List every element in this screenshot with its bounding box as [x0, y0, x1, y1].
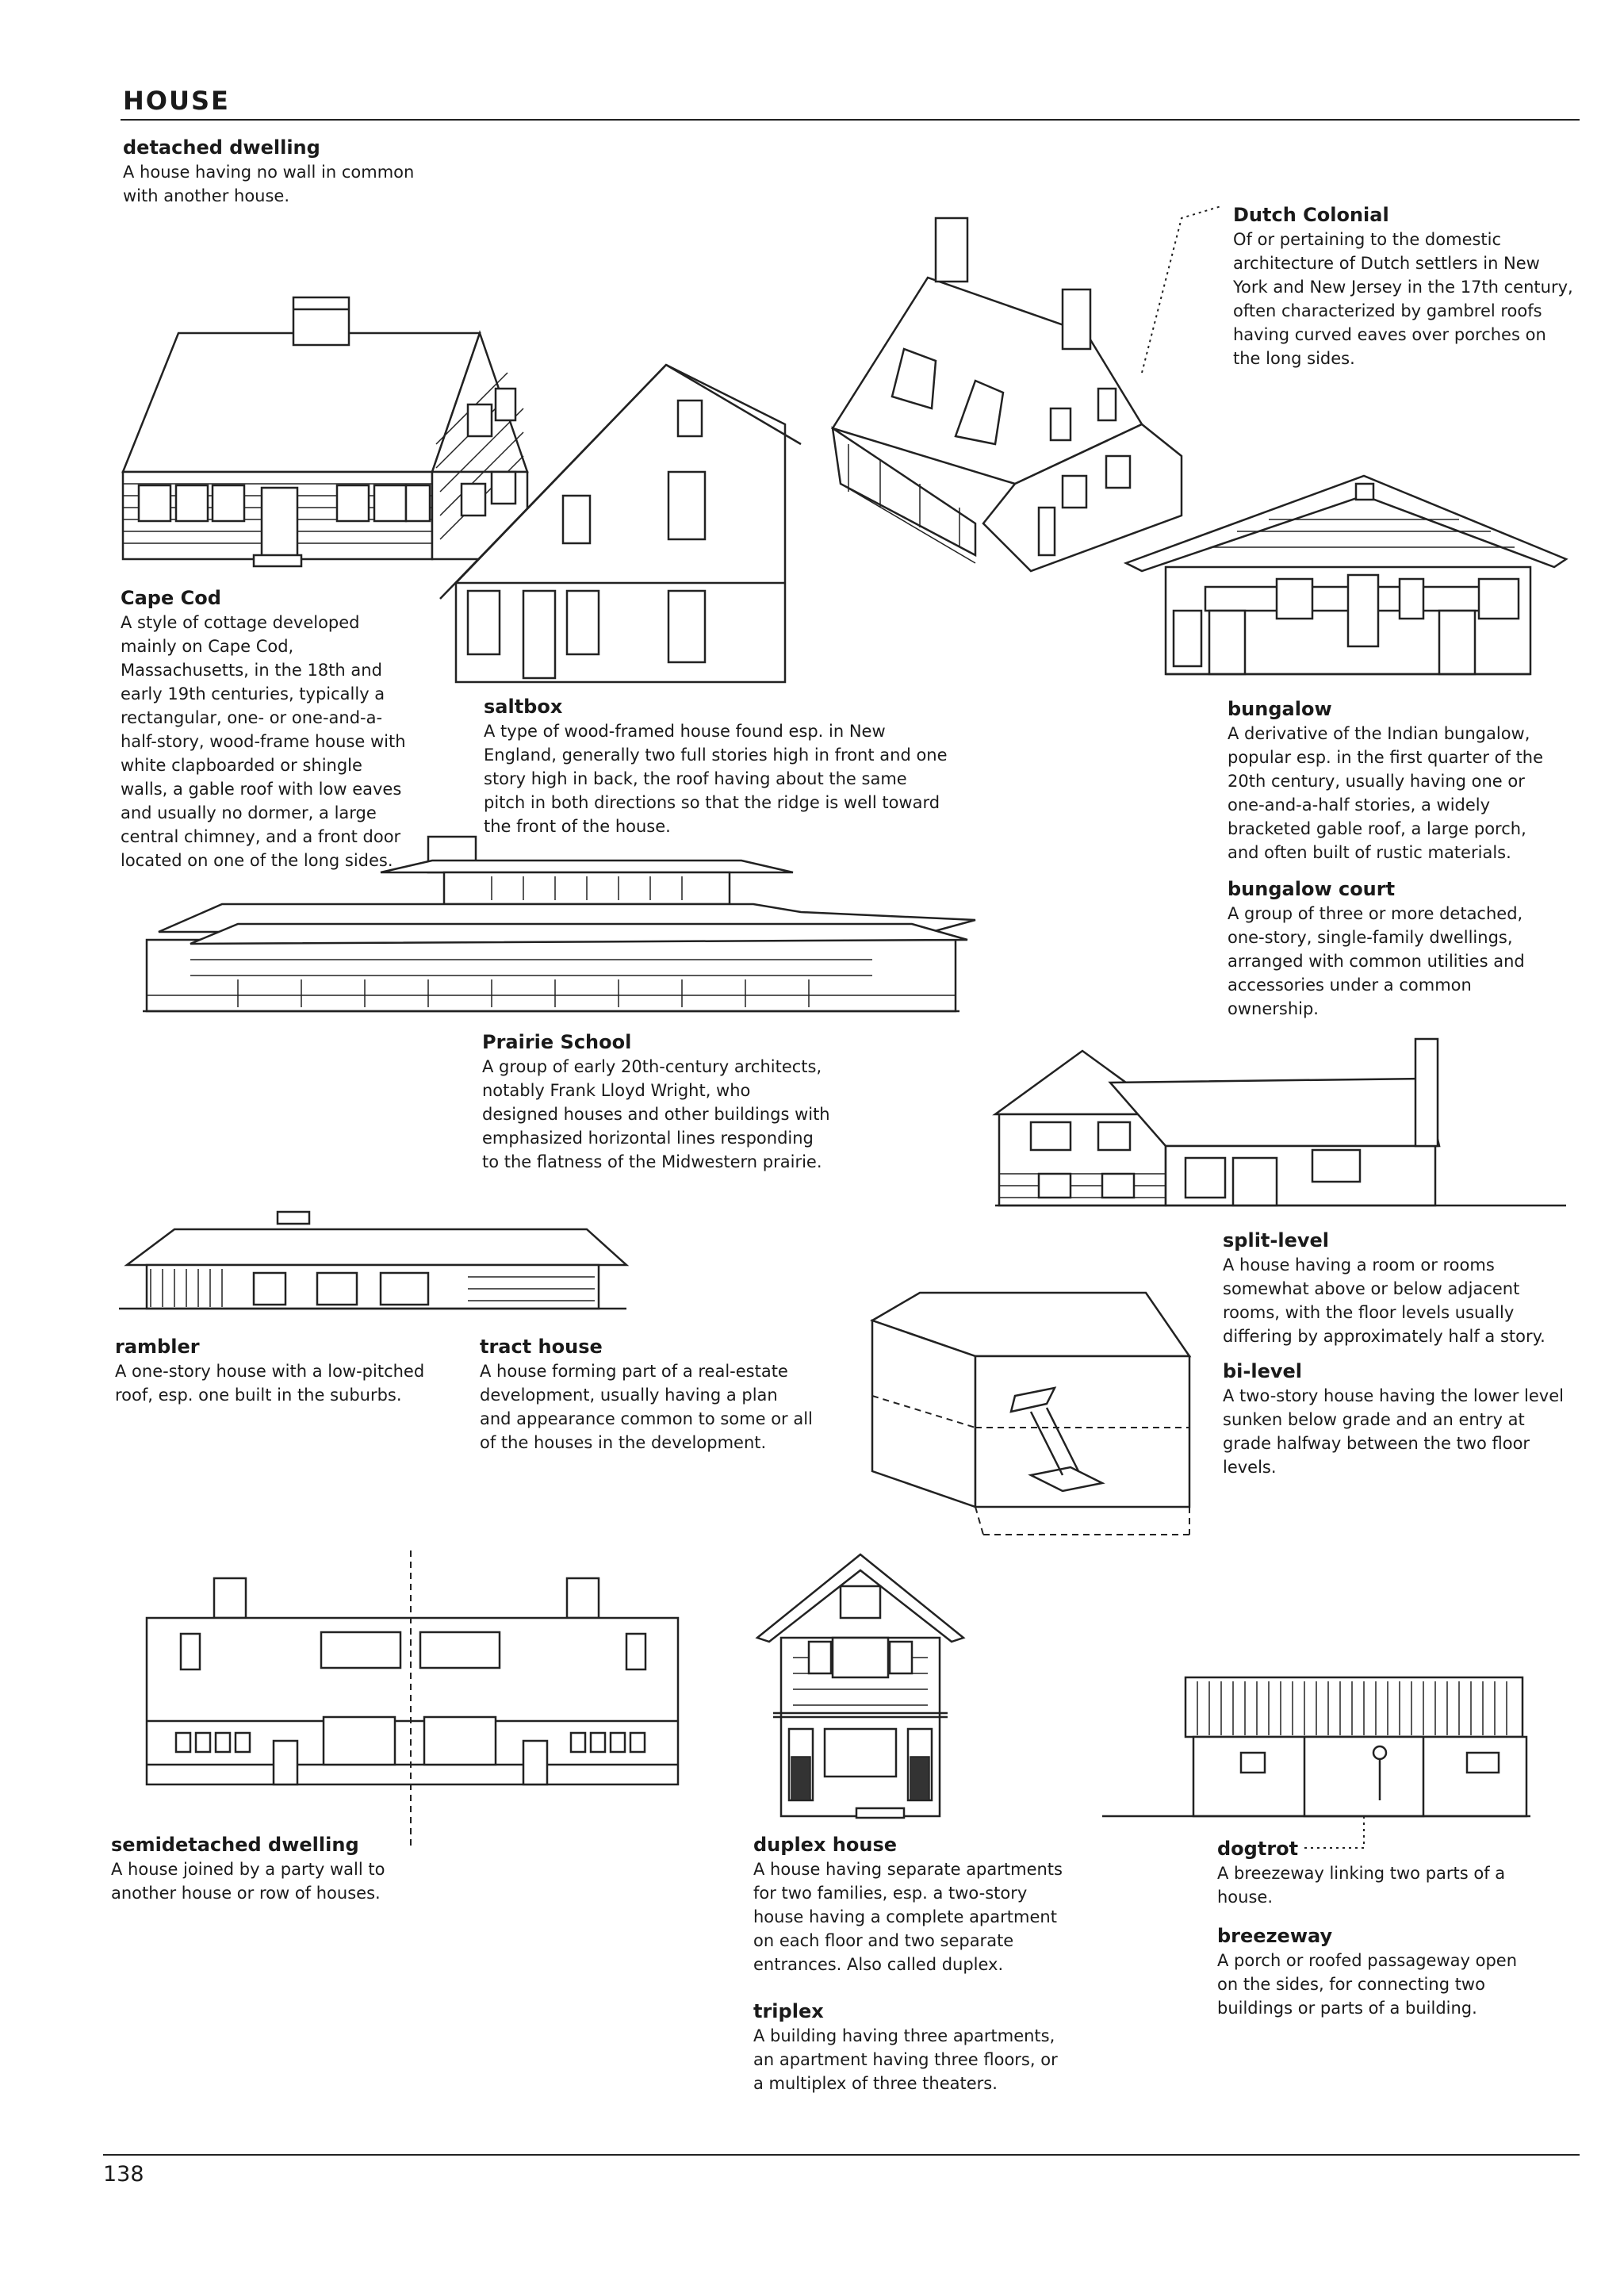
def-breezeway: A porch or roofed passageway open on the sides, for connecting two buildings or parts of a building.	[1217, 1951, 1518, 2018]
entry-triplex	[753, 1999, 1071, 2095]
term-duplex-house: duplex house	[753, 1834, 898, 1856]
def-dutch-colonial: Of or pertaining to the domestic architecture of Dutch settlers in New York and New Jersey in the 17th century, often characterized by gambrel roofs having curved eaves over porches on the long sides.	[1233, 230, 1573, 368]
term-saltbox: saltbox	[484, 696, 563, 718]
term-tract-house: tract house	[480, 1336, 603, 1358]
rambler-illustration	[119, 1212, 626, 1309]
def-split-level: A house having a room or rooms somewhat above or below adjacent rooms, with the floor levels usually differing by approximately half a story.	[1223, 1255, 1545, 1346]
term-cape-cod: Cape Cod	[121, 587, 221, 609]
term-semidetached-dwelling: semidetached dwelling	[111, 1834, 359, 1856]
duplex-illustration	[757, 1554, 963, 1818]
entry-duplex-house	[753, 1832, 1071, 1976]
bungalow-illustration	[1126, 476, 1566, 674]
def-tract-house: A house forming part of a real-estate development, usually having a plan and appearance common to some or all of the houses in the development.	[480, 1362, 813, 1452]
bi-level-illustration	[872, 1293, 1189, 1535]
entry-bi-level	[1223, 1359, 1564, 1479]
def-duplex-house: A house having separate apartments for two families, esp. a two-story house having a complete apartment on each floor and two separate entrances. Also called duplex.	[753, 1860, 1063, 1974]
entry-bungalow	[1228, 696, 1561, 864]
def-saltbox: A type of wood-framed house found esp. in New England, generally two full stories high in front and one story high in back, the roof having about the same pitch in both directions so that the ridge is well toward the front of the house.	[484, 722, 948, 836]
def-semidetached-dwelling: A house joined by a party wall to another house or row of houses.	[111, 1860, 385, 1903]
dogtrot-illustration	[1102, 1677, 1530, 1848]
entry-tract-house	[480, 1334, 813, 1455]
page-number: 138	[103, 2162, 144, 2187]
dutch-colonial-illustration	[833, 206, 1221, 571]
cape-cod-illustration	[123, 297, 527, 566]
entry-semidetached-dwelling	[111, 1832, 389, 1905]
term-bi-level: bi-level	[1223, 1360, 1303, 1382]
entry-detached-dwelling	[123, 135, 424, 208]
term-bungalow-court: bungalow court	[1228, 878, 1396, 900]
entry-prairie-school	[482, 1029, 831, 1174]
def-rambler: A one-story house with a low-pitched roof, esp. one built in the suburbs.	[115, 1362, 425, 1405]
entry-saltbox	[484, 694, 952, 838]
entry-bungalow-court	[1228, 876, 1561, 1021]
entry-rambler	[115, 1334, 448, 1407]
split-level-illustration	[995, 1039, 1566, 1205]
page-heading: HOUSE	[123, 86, 230, 116]
term-split-level: split-level	[1223, 1229, 1330, 1251]
def-dogtrot: A breezeway linking two parts of a house.	[1217, 1864, 1506, 1907]
semidetached-illustration	[147, 1550, 678, 1848]
term-rambler: rambler	[115, 1336, 200, 1358]
def-bungalow-court: A group of three or more detached, one-story, single-family dwellings, arranged with common utilities and accessories under a common ownership.	[1228, 904, 1525, 1018]
def-triplex: A building having three apartments, an apartment having three floors, or a multiplex of three theaters.	[753, 2026, 1058, 2093]
entry-breezeway	[1217, 1923, 1534, 2020]
def-prairie-school: A group of early 20th-century architects, notably Frank Lloyd Wright, who designed houses and other buildings with emphasized horizontal lines responding to the flatness of the Midwestern prairie.	[482, 1057, 830, 1171]
def-bungalow: A derivative of the Indian bungalow, popular esp. in the first quarter of the 20th century, usually having one or one-and-a-half stories, a widely bracketed gable roof, a large porch, and often built of rustic materials.	[1228, 724, 1544, 862]
term-triplex: triplex	[753, 2000, 824, 2022]
def-detached-dwelling: A house having no wall in common with another house.	[123, 163, 415, 205]
entry-split-level	[1223, 1228, 1564, 1348]
term-dogtrot: dogtrot	[1217, 1838, 1299, 1860]
bottom-rule	[103, 2154, 1580, 2156]
entry-dogtrot	[1217, 1836, 1534, 1909]
term-dutch-colonial: Dutch Colonial	[1233, 204, 1389, 226]
def-bi-level: A two-story house having the lower level sunken below grade and an entry at grade halfway between the two floor levels.	[1223, 1386, 1564, 1477]
term-bungalow: bungalow	[1228, 698, 1332, 720]
entry-cape-cod	[121, 585, 414, 872]
def-cape-cod: A style of cottage developed mainly on Cape Cod, Massachusetts, in the 18th and early 19th centuries, typically a rectangular, one- or one-and-a-half-story, wood-frame house with white clapboarded or shingle walls, a gable roof with low eaves and usually no dormer, a large central chimney, and a front door located on one of the long sides.	[121, 613, 406, 870]
term-prairie-school: Prairie School	[482, 1031, 632, 1053]
entry-dutch-colonial	[1233, 202, 1574, 370]
term-breezeway: breezeway	[1217, 1925, 1333, 1947]
term-detached-dwelling: detached dwelling	[123, 136, 320, 159]
